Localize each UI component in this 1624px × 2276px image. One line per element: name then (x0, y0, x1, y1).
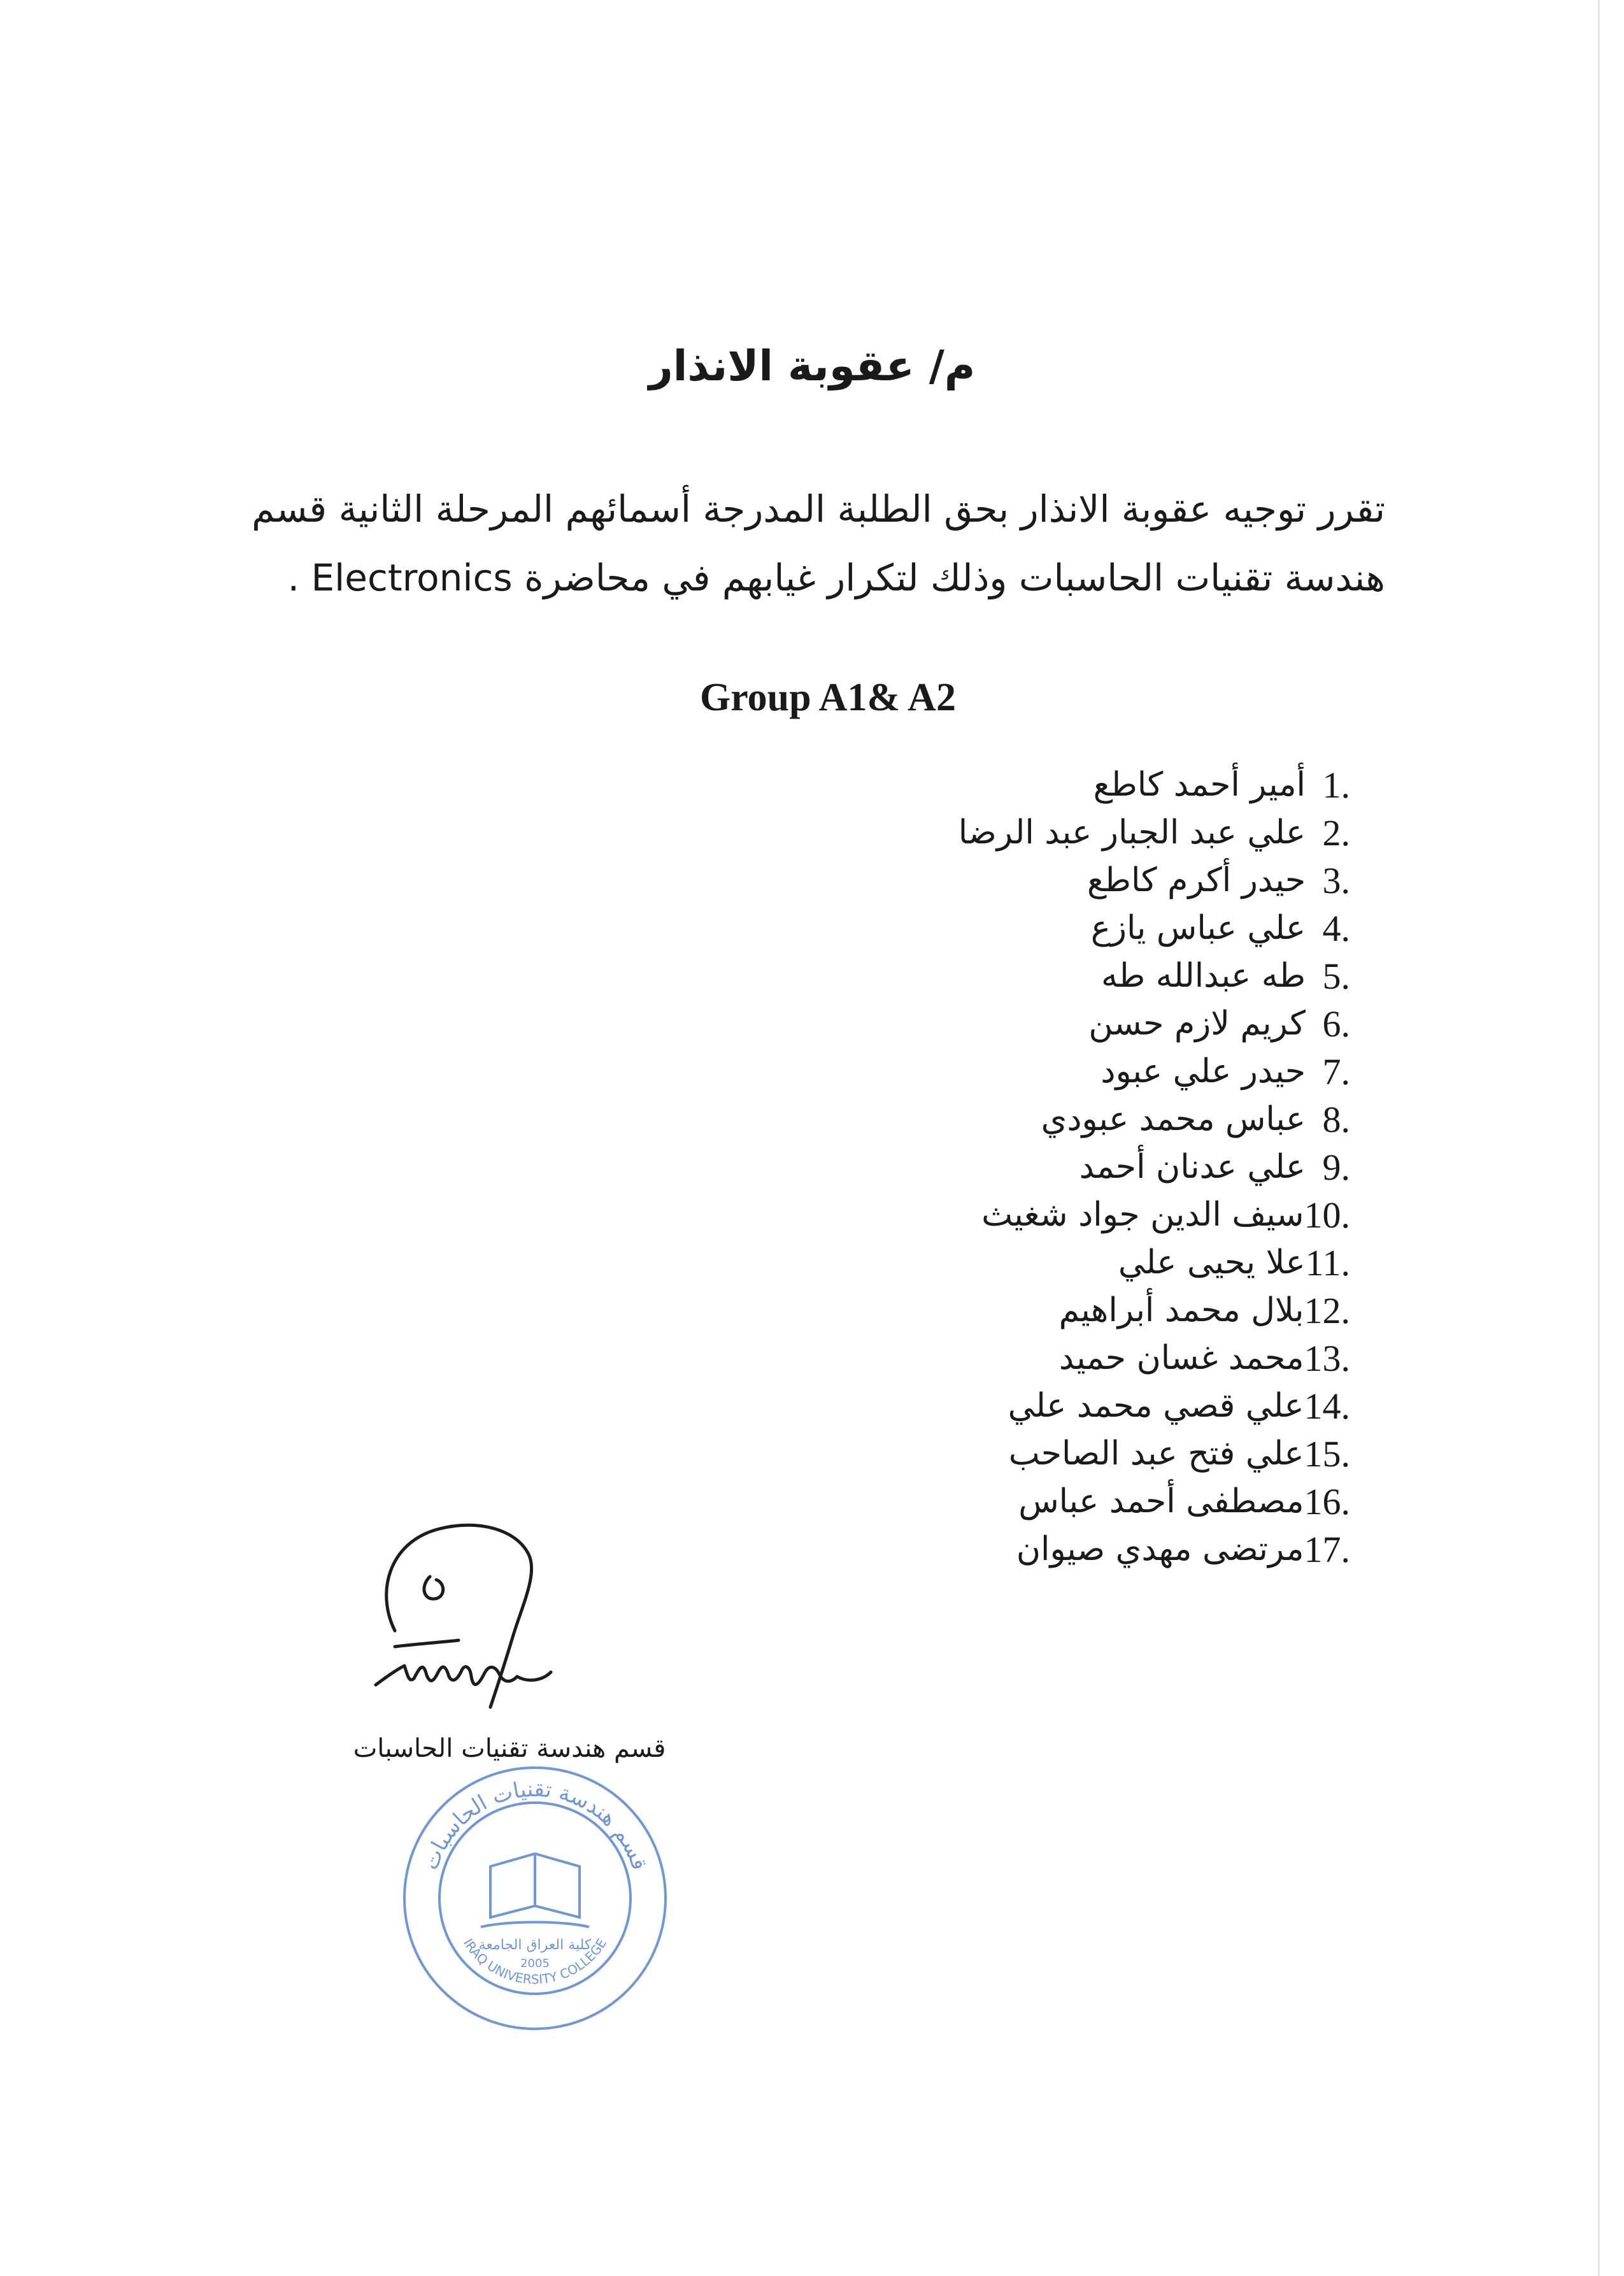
stamp-outer-text: قسم هندسة تقنيات الحاسبات (417, 1776, 653, 1873)
notice-paragraph (252, 475, 1385, 612)
student-list-item (650, 952, 1350, 1000)
student-number: 12. (1304, 1290, 1350, 1331)
signature-caption: قسم هندسة تقنيات الحاسبات (353, 1734, 666, 1763)
paragraph-line-1: تقرر توجيه عقوبة الانذار بحق الطلبة المدرجة أسمائهم المرحلة الثانية قسم (252, 487, 1385, 531)
student-number: 15. (1304, 1433, 1350, 1475)
student-name: حيدر أكرم كاطع (1086, 861, 1306, 899)
student-list-item (650, 761, 1350, 809)
student-name: كريم لازم حسن (1088, 1005, 1306, 1043)
document-title: م/ عقوبة الانذار (648, 341, 976, 390)
stamp-inner-text: كلية العراق الجامعة (478, 1937, 592, 1953)
student-number: 11. (1305, 1242, 1350, 1284)
student-name: مصطفى أحمد عباس (1018, 1482, 1304, 1521)
student-list-item (650, 809, 1350, 857)
stamp-year: 2005 (520, 1957, 550, 1970)
student-list-item (650, 1478, 1350, 1526)
student-list-item (650, 1239, 1350, 1287)
student-number: 4. (1322, 908, 1350, 949)
student-list-item (650, 1287, 1350, 1335)
group-heading: Group A1& A2 (700, 676, 956, 719)
student-name: أمير أحمد كاطع (1093, 766, 1306, 804)
student-list-item (650, 1000, 1350, 1048)
student-list-item (650, 1096, 1350, 1143)
student-list-item (650, 1526, 1350, 1573)
paragraph-line-2: هندسة تقنيات الحاسبات وذلك لتكرار غيابهم في محاضرة Electronics . (287, 556, 1385, 599)
student-list-item (650, 1191, 1350, 1239)
student-list-item (650, 905, 1350, 952)
student-name: عباس محمد عبودي (1041, 1100, 1306, 1138)
student-name: محمد غسان حميد (1058, 1339, 1304, 1377)
student-list-item (650, 857, 1350, 905)
student-number: 5. (1322, 955, 1350, 997)
student-list-item (650, 1335, 1350, 1382)
student-name: طه عبدالله طه (1101, 957, 1306, 995)
student-name: علي فتح عبد الصاحب (1008, 1435, 1304, 1473)
student-list-item (650, 1430, 1350, 1478)
student-name: علا يحيى علي (1118, 1243, 1306, 1282)
student-name: حيدر علي عبود (1100, 1052, 1306, 1091)
student-number: 8. (1322, 1099, 1350, 1140)
student-number: 13. (1304, 1338, 1350, 1379)
student-name: مرتضى مهدي صيوان (1016, 1530, 1304, 1568)
student-number: 14. (1304, 1385, 1350, 1427)
student-name: علي عدنان أحمد (1079, 1148, 1306, 1186)
student-number: 1. (1322, 764, 1350, 806)
handwritten-signature (369, 1516, 586, 1720)
student-number: 10. (1304, 1194, 1350, 1236)
student-number: 16. (1304, 1481, 1350, 1522)
student-number: 17. (1304, 1529, 1350, 1570)
student-number: 7. (1322, 1051, 1350, 1092)
student-name: علي قصي محمد علي (1008, 1387, 1304, 1425)
student-list-item (650, 1143, 1350, 1191)
student-list-item (650, 1048, 1350, 1096)
student-list (650, 761, 1350, 1573)
student-number: 3. (1322, 860, 1350, 901)
student-name: بلال محمد أبراهيم (1058, 1291, 1304, 1329)
student-list-item (650, 1382, 1350, 1430)
student-name: علي عبد الجبار عبد الرضا (958, 813, 1306, 852)
student-name: سيف الدين جواد شغيث (981, 1196, 1304, 1234)
student-number: 6. (1322, 1003, 1350, 1045)
stamp-english-text: IRAQ UNIVERSITY COLLEGE (460, 1935, 610, 1987)
student-name: علي عباس يازع (1090, 909, 1306, 947)
college-stamp (395, 1758, 675, 2038)
student-number: 9. (1322, 1147, 1350, 1188)
student-number: 2. (1322, 812, 1350, 854)
